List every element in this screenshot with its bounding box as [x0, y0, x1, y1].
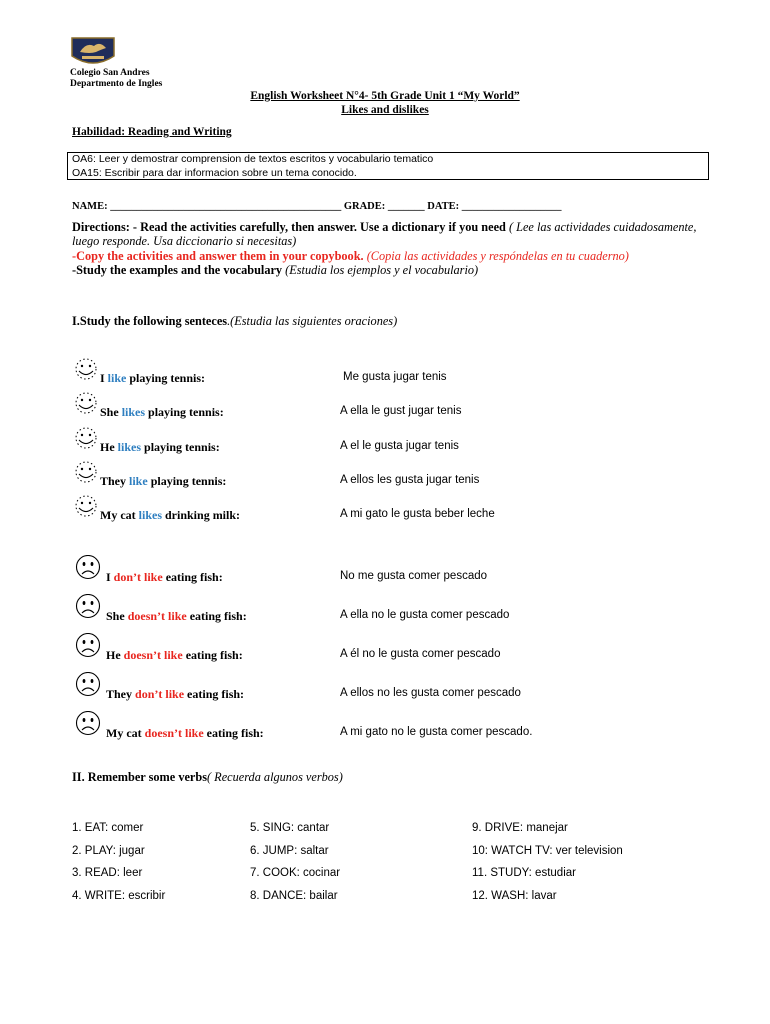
english-sentence: I like playing tennis:	[100, 371, 206, 385]
directions-study: -Study the examples and the vocabulary	[72, 262, 283, 277]
verb-column-3	[472, 817, 623, 907]
english-sentence: They don’t like eating fish:	[106, 687, 245, 701]
english-sentence: I don’t like eating fish:	[106, 570, 223, 584]
sad-face-icon	[72, 555, 106, 587]
dislike-verb: doesn’t like	[144, 726, 204, 740]
objective-item: OA6: Leer y demostrar comprension de textos escritos y vocabulario tematico	[72, 153, 434, 165]
dislike-row	[72, 633, 692, 662]
spanish-translation: A ellos les gusta jugar tenis	[340, 474, 480, 486]
skill-heading: Habilidad: Reading and Writing	[72, 126, 232, 138]
like-row	[72, 461, 692, 487]
verb-item: 9. DRIVE: manejar	[472, 822, 568, 834]
sad-face-icon	[72, 633, 106, 665]
verb-item: 11. STUDY: estudiar	[472, 867, 576, 879]
smiley-icon	[72, 495, 100, 525]
like-row	[72, 427, 692, 453]
directions-line-2	[72, 249, 702, 263]
worksheet-title	[0, 89, 770, 117]
section-2-title: II. Remember some verbs	[72, 770, 208, 784]
directions-study-spanish: (Estudia los ejemplos y el vocabulario)	[282, 262, 479, 277]
verb-item: 10: WATCH TV: ver television	[472, 844, 623, 857]
smiley-icon	[72, 461, 100, 491]
english-sentence: They like playing tennis:	[100, 474, 227, 488]
english-sentence: He doesn’t like eating fish:	[106, 648, 243, 662]
section-2-heading	[72, 770, 343, 785]
english-sentence: My cat likes drinking milk:	[100, 508, 241, 522]
verb-item: 5. SING: cantar	[250, 822, 330, 834]
verb-column-2	[250, 817, 340, 907]
dislike-row	[72, 594, 692, 623]
section-1-heading	[72, 314, 397, 329]
spanish-translation: Me gusta jugar tenis	[343, 371, 447, 383]
like-verb: like	[129, 474, 148, 488]
directions	[72, 220, 702, 277]
like-verb: like	[107, 371, 127, 385]
english-sentence: My cat doesn’t like eating fish:	[106, 726, 264, 740]
dislike-row	[72, 711, 692, 740]
smiley-icon	[72, 427, 100, 457]
verb-item: 1. EAT: comer	[72, 822, 144, 834]
verb-item: 2. PLAY: jugar	[72, 844, 145, 857]
spanish-translation: A el le gusta jugar tenis	[340, 440, 459, 452]
objective-item: OA15: Escribir para dar informacion sobre un tema conocido.	[72, 166, 357, 179]
like-verb: likes	[117, 440, 142, 454]
verb-item: 8. DANCE: bailar	[250, 889, 338, 902]
title-line-1: English Worksheet N°4- 5th Grade Unit 1 “My World”	[250, 90, 520, 102]
section-1-title: I.Study the following senteces	[72, 314, 228, 328]
section-1-title-spanish: .(Estudia las siguientes oraciones)	[227, 314, 398, 328]
title-line-2: Likes and dislikes	[341, 104, 429, 116]
verb-column-1	[72, 817, 165, 907]
school-logo	[70, 36, 116, 68]
english-sentence: She likes playing tennis:	[100, 405, 224, 419]
spanish-translation: A ellos no les gusta comer pescado	[340, 687, 521, 699]
smiley-icon	[72, 358, 100, 388]
like-row	[72, 358, 692, 384]
like-verb: likes	[138, 508, 162, 522]
smiley-icon	[72, 392, 100, 422]
directions-main-spanish: ( Lee las actividades cuidadosamente, luego responde. Usa diccionario si necesitas)	[72, 220, 697, 249]
spanish-translation: A mi gato no le gusta comer pescado.	[340, 726, 533, 738]
directions-copy: -Copy the activities and answer them in your copybook.	[72, 248, 364, 263]
directions-main: Directions: - Read the activities carefully, then answer. Use a dictionary if you need	[72, 220, 506, 234]
like-row	[72, 392, 692, 418]
like-verb: likes	[121, 405, 146, 419]
verb-item: 12. WASH: lavar	[472, 889, 557, 902]
section-2-title-spanish: ( Recuerda algunos verbos)	[207, 770, 343, 784]
spanish-translation: A mi gato le gusta beber leche	[340, 508, 495, 520]
spanish-translation: A ella le gust jugar tenis	[340, 405, 462, 417]
sad-face-icon	[72, 711, 106, 743]
verb-item: 7. COOK: cocinar	[250, 867, 341, 879]
sad-face-icon	[72, 594, 106, 626]
dislike-verb: don’t like	[135, 687, 185, 701]
directions-line-1	[72, 220, 702, 249]
objectives-box	[67, 152, 709, 180]
verb-item: 4. WRITE: escribir	[72, 889, 166, 902]
directions-line-3	[72, 263, 702, 277]
verb-item: 3. READ: leer	[72, 867, 143, 879]
school-name: Colegio San Andres	[70, 68, 150, 78]
department-name: Departmento de Ingles	[70, 79, 163, 89]
sad-face-icon	[72, 672, 106, 704]
verb-item: 6. JUMP: saltar	[250, 844, 329, 857]
directions-copy-spanish: (Copia las actividades y respóndelas en tu cuaderno)	[363, 248, 629, 263]
dislike-row	[72, 672, 692, 701]
english-sentence: She doesn’t like eating fish:	[106, 609, 247, 623]
spanish-translation: A él no le gusta comer pescado	[340, 648, 501, 660]
name-grade-date-row: NAME: ____________________________________________ GRADE: _______ DATE: ___________________	[72, 201, 562, 212]
dislike-verb: don’t like	[113, 570, 163, 584]
spanish-translation: No me gusta comer pescado	[340, 570, 488, 582]
dislike-verb: doesn’t like	[127, 609, 187, 623]
dislike-row	[72, 555, 692, 584]
spanish-translation: A ella no le gusta comer pescado	[340, 609, 510, 621]
school-info	[70, 68, 162, 90]
dislike-verb: doesn’t like	[123, 648, 183, 662]
english-sentence: He likes playing tennis:	[100, 440, 220, 454]
like-row	[72, 495, 692, 521]
